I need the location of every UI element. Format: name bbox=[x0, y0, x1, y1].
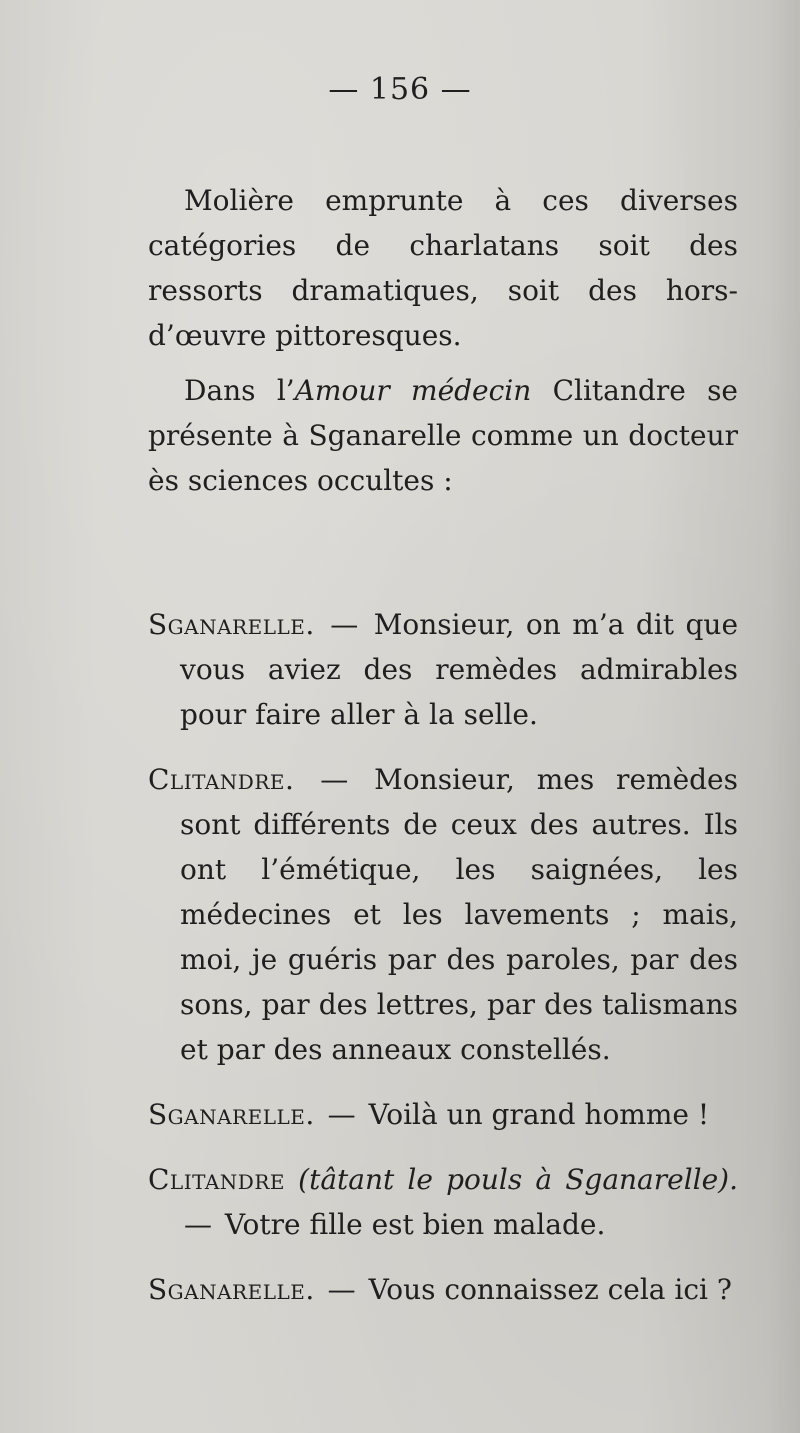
dialogue-line-5 bbox=[148, 1267, 738, 1312]
em-dash: — bbox=[327, 1273, 356, 1306]
em-dash: — bbox=[320, 763, 349, 796]
intro-paragraph-2 bbox=[148, 368, 738, 503]
em-dash: — bbox=[184, 1208, 212, 1241]
speaker-name: Sganarelle. bbox=[148, 1273, 315, 1306]
intro-section bbox=[148, 178, 738, 503]
dialogue-line-1 bbox=[148, 602, 738, 737]
speech-text: Monsieur, mes remèdes sont différents de ceux des autres. Ils ont l’émétique, les saignées, les médecines et les lavements ; mais, moi, je guéris par des paroles, par des sons, par des lettres, par des talismans et par des anneaux constellés. bbox=[180, 763, 738, 1066]
speaker-name: Clitandre bbox=[148, 1163, 285, 1196]
stage-direction: (tâtant le pouls à Sganarelle). bbox=[298, 1163, 738, 1196]
em-dash: — bbox=[327, 1098, 356, 1131]
intro-paragraph-2-start: Dans l’ bbox=[184, 374, 295, 407]
speaker-name: Sganarelle. bbox=[148, 608, 315, 641]
speaker-name: Clitandre. bbox=[148, 763, 295, 796]
dialogue-line-2 bbox=[148, 757, 738, 1072]
intro-paragraph-1: Molière emprunte à ces diverses catégories de charlatans soit des ressorts dramatiques, soit des hors-d’œuvre pittoresques. bbox=[148, 184, 738, 352]
play-title: Amour médecin bbox=[294, 374, 532, 407]
intro-paragraph-2-end: Clitandre se présente à Sganarelle comme un docteur ès sciences occultes : bbox=[148, 374, 739, 497]
speech-text: Votre fille est bien malade. bbox=[224, 1208, 606, 1241]
page-number: — 156 — bbox=[328, 72, 472, 107]
dialogue-line-4 bbox=[148, 1157, 738, 1247]
speech-text: Monsieur, on m’a dit que vous aviez des remèdes admirables pour faire aller à la selle. bbox=[180, 608, 739, 731]
em-dash: — bbox=[330, 608, 359, 641]
speaker-name: Sganarelle. bbox=[148, 1098, 315, 1131]
dialogue-section bbox=[148, 602, 738, 1332]
dialogue-line-3 bbox=[148, 1092, 738, 1137]
speech-text: Voilà un grand homme ! bbox=[368, 1098, 710, 1131]
speech-text: Vous connaissez cela ici ? bbox=[368, 1273, 732, 1306]
